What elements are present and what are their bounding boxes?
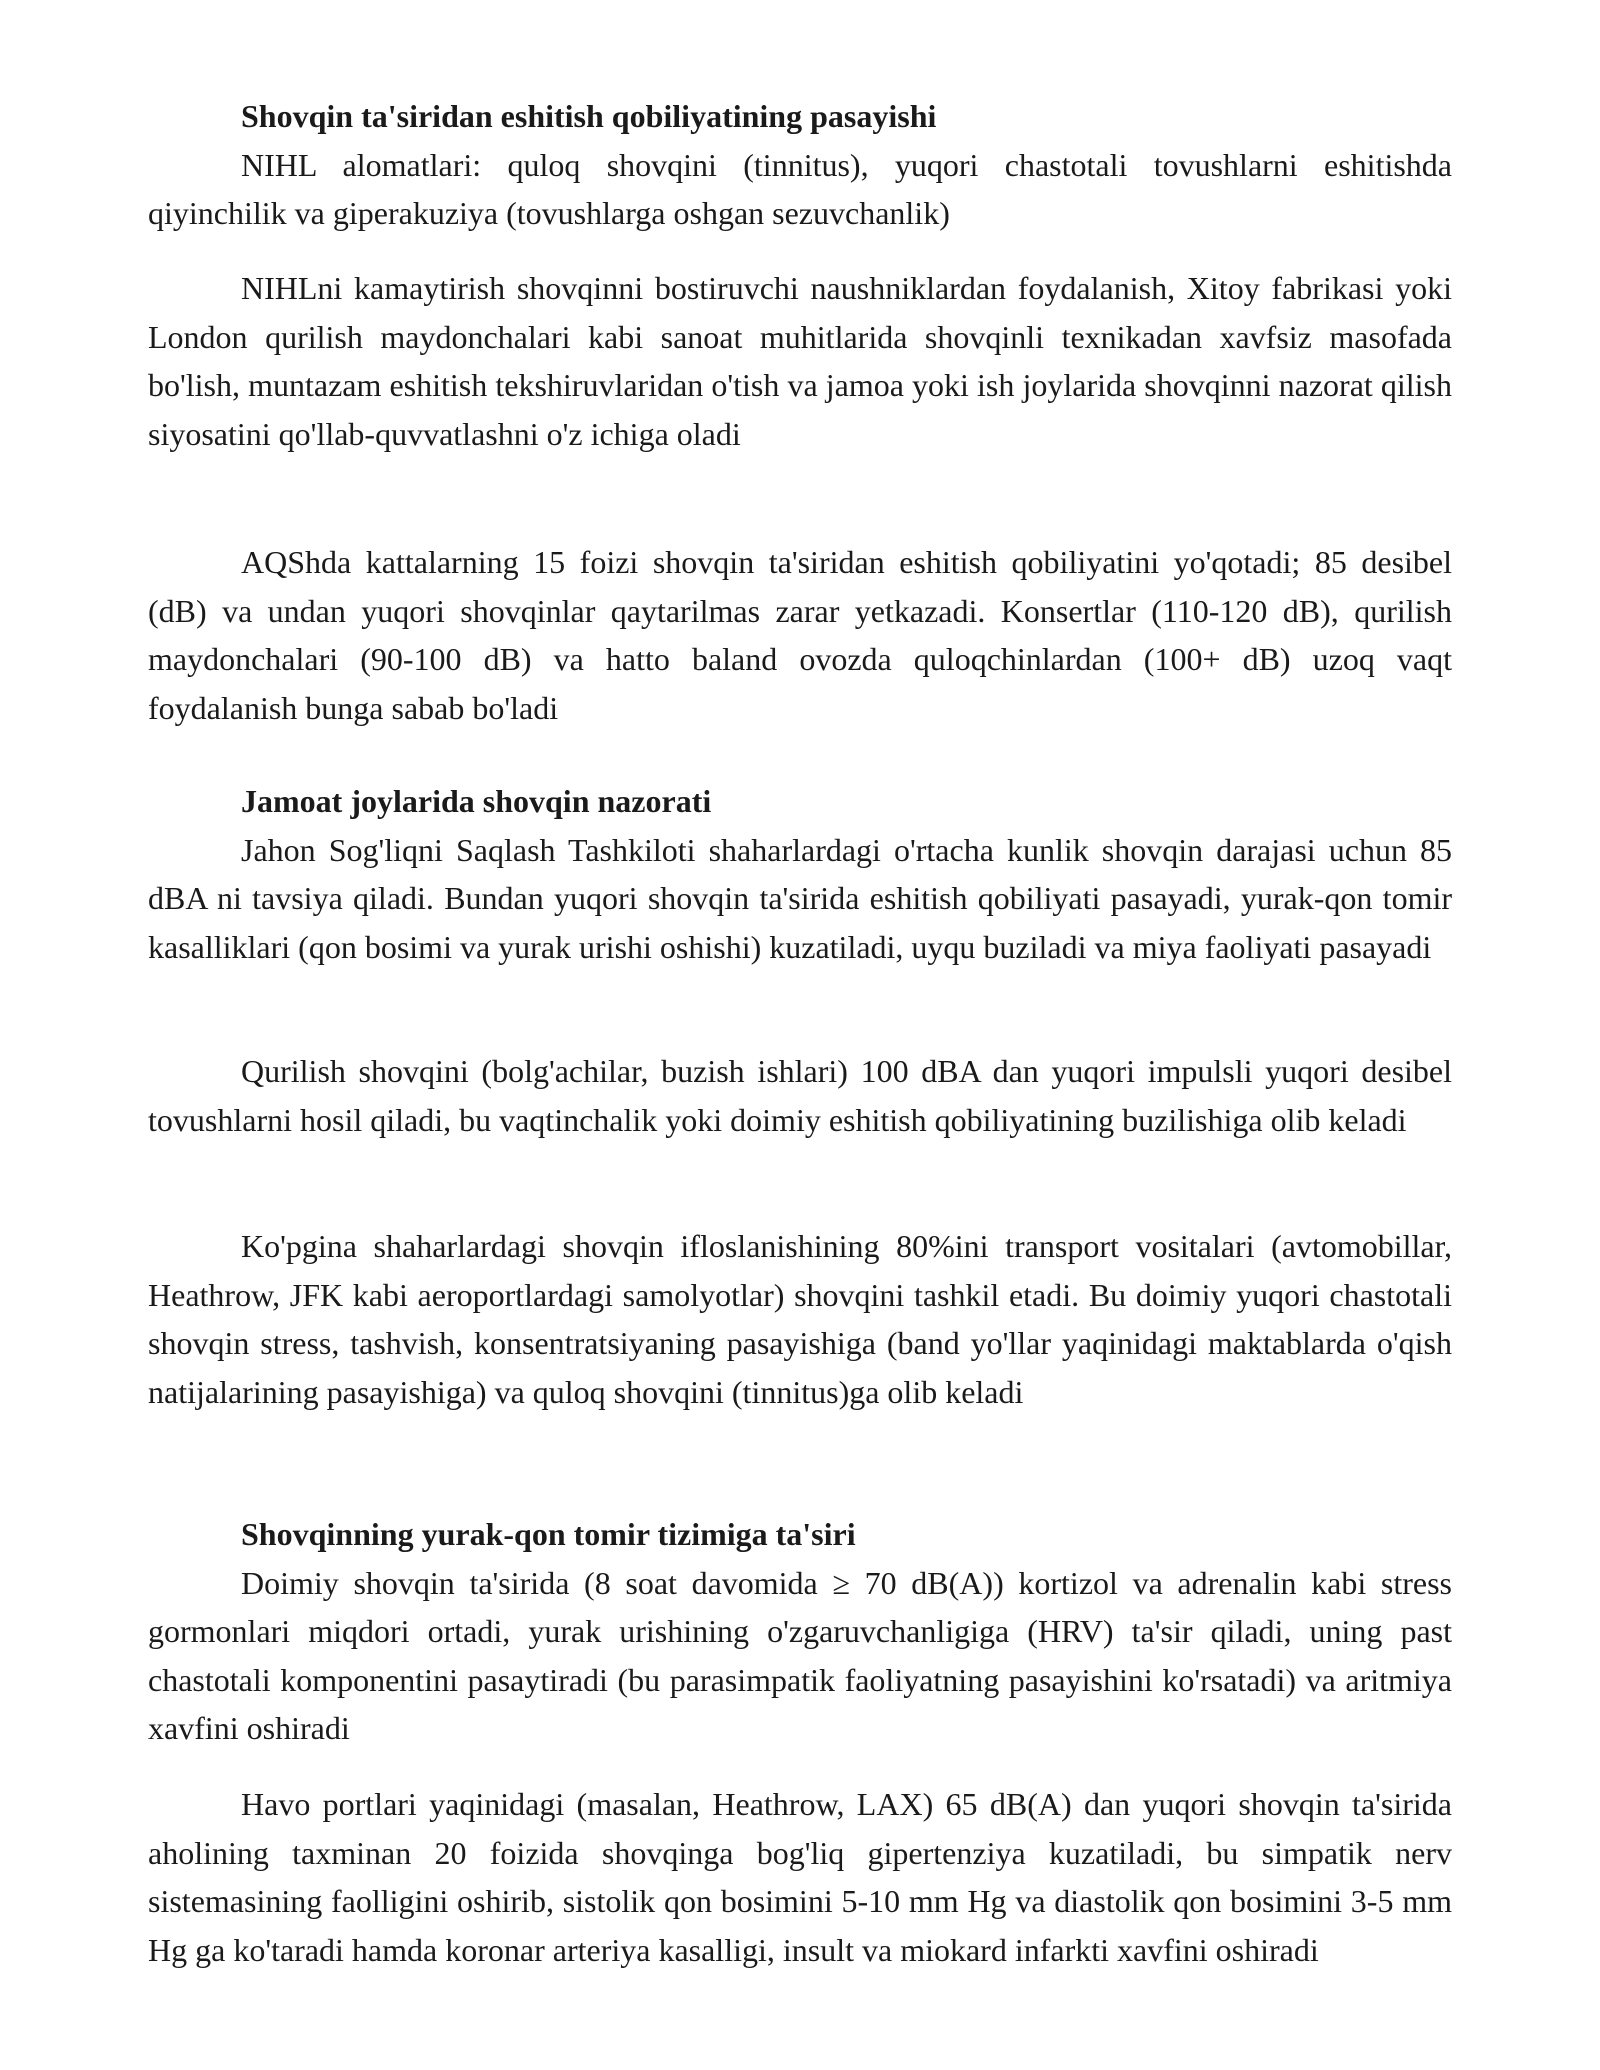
paragraph: Doimiy shovqin ta'sirida (8 soat davomida ≥ 70 dB(A)) kortizol va adrenalin kabi stress gormonlari miqdori ortadi, yurak urishining o'zgaruvchanligiga (HRV) ta'sir qiladi, uning past chastotali komponentini pasaytiradi (bu parasimpatik faoliyatning pasayishini ko'rsatadi) va aritmiya xavfini oshiradi <box>148 1564 1452 1746</box>
paragraph: NIHL alomatlari: quloq shovqini (tinnitus), yuqori chastotali tovushlarni eshitishda qiyinchilik va giperakuziya (tovushlarga oshgan sezuvchanlik) <box>148 146 1452 231</box>
paragraph: Ko'pgina shaharlardagi shovqin ifloslanishining 80%ini transport vositalari (avtomobillar, Heathrow, JFK kabi aeroportlardagi samolyotlar) shovqini tashkil etadi. Bu doimiy yuqori chastotali shovqin stress, tashvish, konsentratsiyaning pasayishiga (band yo'llar yaqinidagi maktablarda o'qish natijalarining pasayishiga) va quloq shovqini (tinnitus)ga olib keladi <box>148 1228 1452 1410</box>
section-heading: Shovqinning yurak-qon tomir tizimiga ta'siri <box>241 1516 856 1552</box>
section-cardiovascular-effects <box>148 1510 1452 1753</box>
paragraph: Qurilish shovqini (bolg'achilar, buzish ishlari) 100 dBA dan yuqori impulsli yuqori desibel tovushlarni hosil qiladi, bu vaqtinchalik yoki doimiy eshitish qobiliyatining buzilishiga olib keladi <box>148 1053 1452 1138</box>
section-hearing-loss <box>148 92 1452 238</box>
paragraph: NIHLni kamaytirish shovqinni bostiruvchi naushniklardan foydalanish, Xitoy fabrikasi yoki London qurilish maydonchalari kabi sanoat muhitlarida shovqinli texnikadan xavfsiz masofada bo'lish, muntazam eshitish tekshiruvlaridan o'tish va jamoa yoki ish joylarida shovqinni nazorat qilish siyosatini qo'llab-quvvatlashni o'z ichiga oladi <box>148 270 1452 452</box>
section-public-noise-control <box>148 777 1452 971</box>
section-heading: Jamoat joylarida shovqin nazorati <box>241 783 712 819</box>
paragraph: Jahon Sog'liqni Saqlash Tashkiloti shaharlardagi o'rtacha kunlik shovqin darajasi uchun 85 dBA ni tavsiya qiladi. Bundan yuqori shovqin ta'sirida eshitish qobiliyati pasayadi, yurak-qon tomir kasalliklari (qon bosimi va yurak urishi oshishi) kuzatiladi, uyqu buziladi va miya faoliyati pasayadi <box>148 831 1452 965</box>
section-heading: Shovqin ta'siridan eshitish qobiliyatining pasayishi <box>241 98 937 134</box>
paragraph: AQShda kattalarning 15 foizi shovqin ta'siridan eshitish qobiliyatini yo'qotadi; 85 desibel (dB) va undan yuqori shovqinlar qaytarilmas zarar yetkazadi. Konsertlar (110-120 dB), qurilish maydonchalari (90-100 dB) va hatto baland ovozda quloqchinlardan (100+ dB) uzoq vaqt foydalanish bunga sabab bo'ladi <box>148 544 1452 726</box>
paragraph: Havo portlari yaqinidagi (masalan, Heathrow, LAX) 65 dB(A) dan yuqori shovqin ta'sirida aholining taxminan 20 foizida shovqinga bog'liq gipertenziya kuzatiladi, bu simpatik nerv sistemasining faolligini oshirib, sistolik qon bosimini 5-10 mm Hg va diastolik qon bosimini 3-5 mm Hg ga ko'taradi hamda koronar arteriya kasalligi, insult va miokard infarkti xavfini oshiradi <box>148 1786 1452 1968</box>
